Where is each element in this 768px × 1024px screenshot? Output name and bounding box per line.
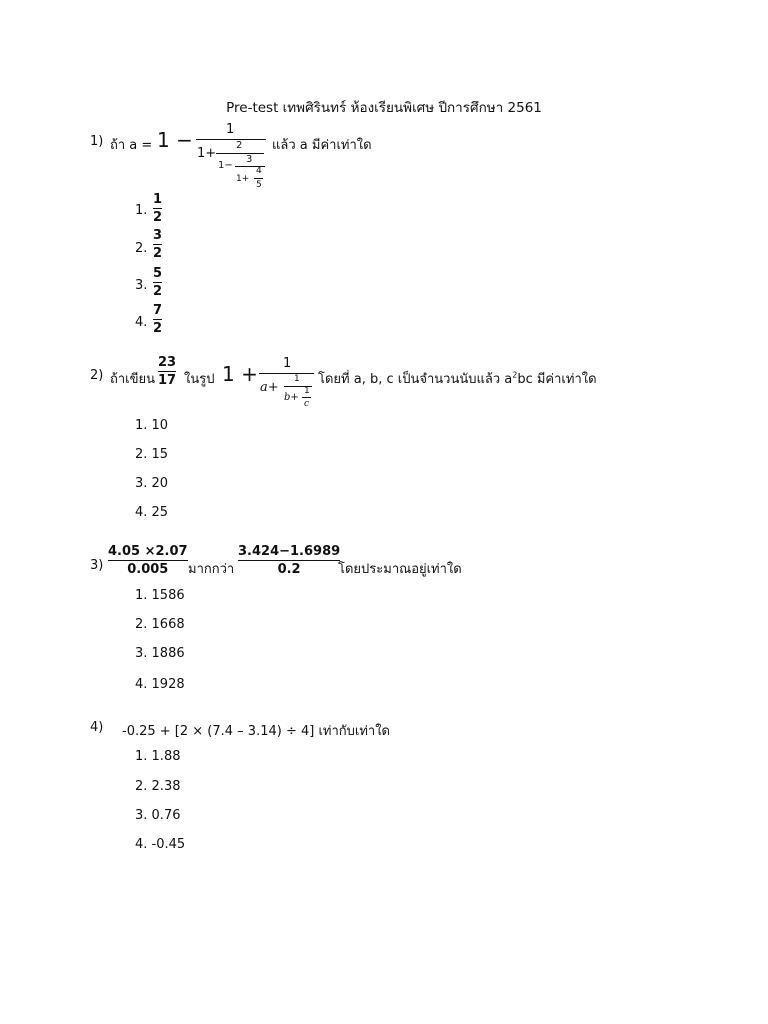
question-text: ในรูป	[184, 372, 215, 387]
choice-fraction: 1 2	[153, 192, 163, 225]
fraction-term: 1−	[218, 160, 233, 171]
choice-label: 4.	[135, 315, 148, 330]
choice-item: 4. -0.45	[135, 837, 186, 852]
question-number: 1)	[90, 134, 104, 149]
choice-fraction: 7 2	[153, 303, 163, 336]
fraction-denominator: c	[304, 399, 310, 409]
choice-item: 3. 20	[135, 476, 169, 491]
choice-item: 2. 15	[135, 447, 169, 462]
fraction-numerator: 3	[246, 154, 253, 165]
question-fraction: 3.424−1.6989 0.2	[238, 544, 341, 577]
fraction-bar	[254, 178, 263, 179]
question-text: มากกว่า	[188, 562, 235, 577]
fraction-numerator: 1	[304, 386, 310, 396]
question-prefix: ถ้า a =	[110, 138, 153, 153]
choice-item: 1. 1.88	[135, 749, 181, 764]
fraction-numerator: 4	[256, 166, 262, 176]
choice-fraction: 5 2	[153, 266, 163, 299]
fraction-bar	[216, 153, 264, 154]
question-fraction: 23 17	[158, 355, 177, 388]
expression-term: 1 −	[157, 128, 193, 152]
choice-item: 1. 10	[135, 418, 169, 433]
choice-item: 4. 25	[135, 505, 169, 520]
choice-item: 3. 0.76	[135, 808, 181, 823]
fraction-term: a+	[260, 380, 279, 395]
choice-label: 1.	[135, 203, 148, 218]
fraction-bar	[196, 139, 266, 140]
expression-term: 1 +	[222, 362, 258, 386]
choice-item: 2. 2.38	[135, 779, 181, 794]
question-fraction: 4.05 ×2.07 0.005	[108, 544, 188, 577]
fraction-numerator: 1	[283, 356, 292, 371]
question-number: 4)	[90, 720, 104, 735]
choice-item: 3. 1886	[135, 646, 185, 661]
question-number: 2)	[90, 368, 104, 383]
question-suffix: แล้ว a มีค่าเท่าใด	[272, 138, 372, 153]
choice-fraction: 3 2	[153, 228, 163, 261]
choice-label: 3.	[135, 278, 148, 293]
choice-item: 2. 1668	[135, 617, 185, 632]
fraction-bar	[302, 397, 311, 398]
question-number: 3)	[90, 558, 104, 573]
fraction-numerator: 1	[294, 374, 300, 384]
choice-label: 2.	[135, 241, 148, 256]
fraction-numerator: 1	[226, 122, 235, 137]
question-suffix: โดยที่ a, b, c เป็นจำนวนนับแล้ว $a^2bc$ มีค่าเท่าใด	[318, 370, 597, 387]
choice-item: 4. 1928	[135, 677, 185, 692]
fraction-term: 1+	[197, 146, 217, 161]
fraction-term: 1+	[236, 174, 250, 184]
choice-item: 1. 1586	[135, 588, 185, 603]
fraction-denominator: 5	[256, 180, 262, 190]
fraction-bar	[259, 373, 314, 374]
question-prefix: ถ้าเขียน	[110, 372, 156, 387]
fraction-numerator: 2	[236, 140, 243, 151]
question-expression: -0.25 + [2 × (7.4 – 3.14) ÷ 4] เท่ากับเท่าใด	[122, 724, 390, 739]
question-suffix: โดยประมาณอยู่เท่าใด	[338, 562, 462, 577]
fraction-term: b+	[284, 392, 299, 403]
document-title: Pre-test เทพศิรินทร์ ห้องเรียนพิเศษ ปีการศึกษา 2561	[226, 100, 542, 116]
